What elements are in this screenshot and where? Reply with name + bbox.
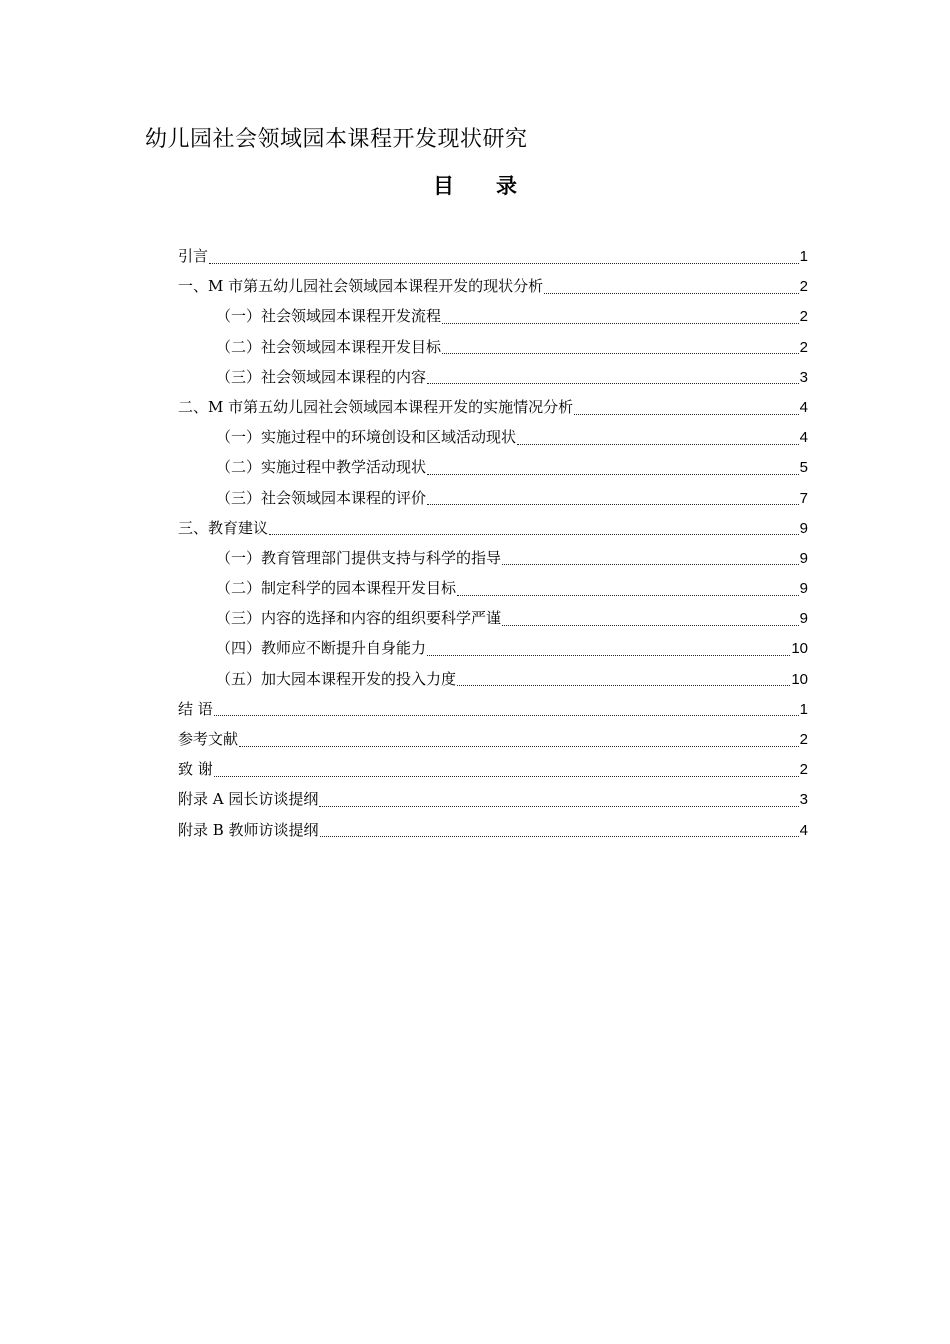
toc-entry-label: （一）实施过程中的环境创设和区域活动现状	[216, 428, 517, 447]
toc-entry-label: 致 谢	[178, 760, 213, 779]
toc-entry-label: 附录 A 园长访谈提纲	[178, 790, 319, 809]
toc-entry-page-number: 2	[799, 338, 808, 356]
toc-dot-leader	[457, 595, 799, 596]
toc-entry[interactable]	[178, 332, 808, 362]
toc-entry-label: （五）加大园本课程开发的投入力度	[216, 669, 457, 688]
toc-entry[interactable]	[178, 241, 808, 271]
toc-entry-page-number: 9	[799, 580, 808, 598]
toc-entry-label: 二、M 市第五幼儿园社会领域园本课程开发的实施情况分析	[178, 397, 574, 416]
toc-entry[interactable]	[178, 362, 808, 392]
toc-dot-leader	[502, 625, 799, 626]
toc-entry-page-number: 4	[799, 398, 808, 416]
toc-entry-page-number: 10	[791, 640, 808, 658]
toc-entry-page-number: 2	[799, 278, 808, 296]
toc-dot-leader	[427, 474, 799, 475]
toc-entry-label: （二）制定科学的园本课程开发目标	[216, 579, 457, 598]
toc-entry[interactable]	[178, 633, 808, 663]
toc-entry-page-number: 2	[799, 308, 808, 326]
toc-dot-leader	[574, 414, 799, 415]
toc-entry[interactable]	[178, 664, 808, 694]
toc-entry-label: （一）教育管理部门提供支持与科学的指导	[216, 548, 502, 567]
toc-entry[interactable]	[178, 392, 808, 422]
toc-entry-label: （三）社会领域园本课程的评价	[216, 488, 427, 507]
toc-entry[interactable]	[178, 543, 808, 573]
toc-entry-label: （三）社会领域园本课程的内容	[216, 367, 427, 386]
toc-entry[interactable]	[178, 694, 808, 724]
toc-dot-leader	[502, 564, 799, 565]
toc-dot-leader	[320, 836, 799, 837]
toc-dot-leader	[239, 746, 799, 747]
toc-entry-label: 结 语	[178, 699, 213, 718]
toc-heading	[0, 171, 950, 201]
toc-entry-page-number: 9	[799, 549, 808, 567]
toc-dot-leader	[517, 444, 799, 445]
toc-dot-leader	[442, 353, 799, 354]
toc-dot-leader	[209, 263, 799, 264]
toc-entry[interactable]	[178, 815, 808, 845]
toc-entry[interactable]	[178, 513, 808, 543]
toc-entry[interactable]	[178, 603, 808, 633]
toc-entry-label: 参考文献	[178, 730, 239, 748]
toc-entry[interactable]	[178, 271, 808, 301]
table-of-contents	[178, 241, 808, 845]
toc-entry-label: 三、教育建议	[178, 518, 269, 537]
toc-entry-label: （二）社会领域园本课程开发目标	[216, 337, 442, 356]
toc-entry-page-number: 3	[799, 791, 808, 809]
toc-dot-leader	[269, 534, 799, 535]
toc-dot-leader	[427, 655, 790, 656]
toc-entry-label: 一、M 市第五幼儿园社会领域园本课程开发的现状分析	[178, 277, 544, 296]
toc-dot-leader	[427, 383, 799, 384]
toc-entry-page-number: 9	[799, 610, 808, 628]
toc-entry-page-number: 3	[799, 368, 808, 386]
toc-entry-page-number: 2	[799, 731, 808, 748]
toc-dot-leader	[457, 685, 790, 686]
toc-entry-label: （二）实施过程中教学活动现状	[216, 458, 427, 477]
toc-entry[interactable]	[178, 724, 808, 754]
toc-dot-leader	[319, 806, 798, 807]
toc-entry-page-number: 7	[799, 489, 808, 507]
toc-entry-label: （三）内容的选择和内容的组织要科学严谨	[216, 609, 502, 628]
toc-entry[interactable]	[178, 422, 808, 452]
toc-entry-page-number: 1	[799, 700, 808, 718]
toc-entry-label: 引言	[178, 247, 209, 265]
toc-entry-page-number: 9	[799, 519, 808, 537]
toc-entry-label: 附录 B 教师访谈提纲	[178, 820, 319, 839]
toc-dot-leader	[214, 715, 799, 716]
toc-entry[interactable]	[178, 784, 808, 814]
toc-dot-leader	[544, 293, 799, 294]
toc-dot-leader	[427, 504, 799, 505]
toc-dot-leader	[442, 323, 799, 324]
toc-entry-label: （四）教师应不断提升自身能力	[216, 639, 427, 658]
document-title: 幼儿园社会领域园本课程开发现状研究	[145, 127, 528, 152]
toc-entry[interactable]	[178, 573, 808, 603]
toc-entry[interactable]	[178, 452, 808, 482]
toc-entry[interactable]	[178, 483, 808, 513]
toc-entry[interactable]	[178, 754, 808, 784]
toc-entry-page-number: 10	[791, 670, 808, 688]
toc-entry-page-number: 4	[799, 821, 808, 839]
toc-entry-page-number: 5	[799, 459, 808, 477]
toc-heading-char-1: 目	[433, 173, 454, 198]
toc-dot-leader	[214, 776, 799, 777]
toc-entry-page-number: 1	[799, 248, 808, 265]
toc-entry-page-number: 4	[799, 429, 808, 447]
toc-entry-page-number: 2	[799, 761, 808, 779]
toc-entry-label: （一）社会领域园本课程开发流程	[216, 307, 442, 326]
toc-heading-char-2: 录	[496, 173, 517, 198]
toc-entry[interactable]	[178, 301, 808, 331]
